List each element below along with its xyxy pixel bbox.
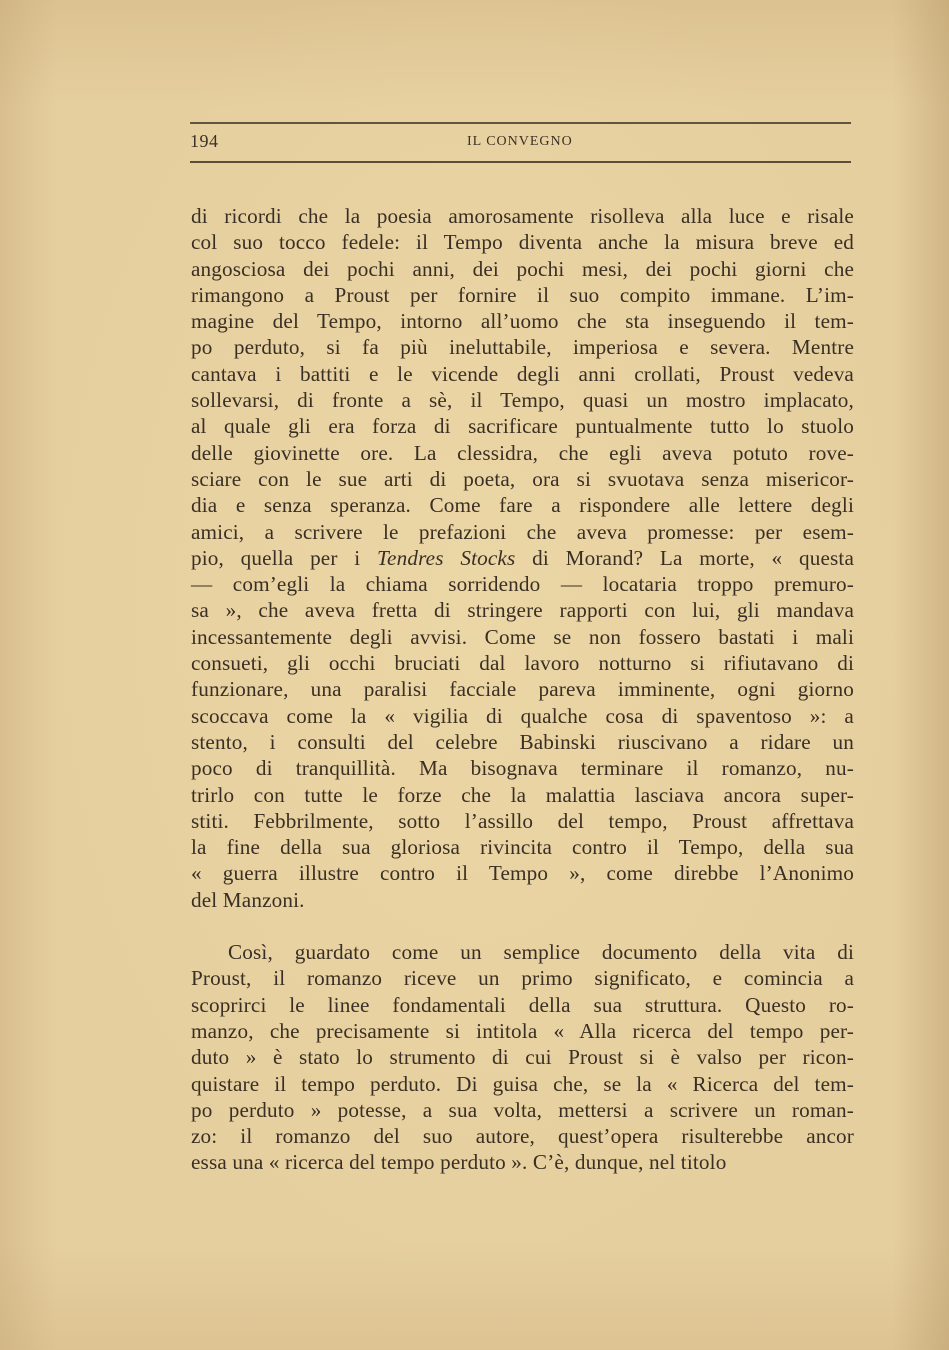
text-line: cantava i battiti e le vicende degli anni crollati, Proust vedeva — [191, 361, 854, 386]
italic-title: Tendres Stocks — [377, 545, 516, 570]
paragraph-gap — [191, 913, 854, 939]
text-line: Così, guardato come un semplice documento della vita di — [228, 940, 854, 965]
text-line: del Manzoni. — [191, 887, 305, 912]
text-line: amici, a scrivere le prefazioni che aveva promesse: per esem- — [191, 519, 854, 544]
text-line: magine del Tempo, intorno all’uomo che sta inseguendo il tem- — [191, 309, 854, 334]
text-line: sa », che aveva fretta di stringere rapporti con lui, gli mandava — [191, 598, 854, 623]
text-line: dia e senza speranza. Come fare a rispondere alle lettere degli — [191, 493, 854, 518]
running-head — [190, 131, 851, 153]
text-line: zo: il romanzo del suo autore, quest’opera risulterebbe ancor — [191, 1124, 854, 1149]
text-line: incessantemente degli avvisi. Come se non fossero bastati i mali — [191, 624, 854, 649]
text-line: scoccava come la « vigilia di qualche cosa di spaventoso »: a — [191, 703, 854, 728]
text-line: angosciosa dei pochi anni, dei pochi mesi, dei pochi giorni che — [191, 256, 854, 281]
text-line: quistare il tempo perduto. Di guisa che, se la « Ricerca del tem- — [191, 1071, 854, 1096]
text-line: poco di tranquillità. Ma bisognava terminare il romanzo, nu- — [191, 756, 854, 781]
journal-title: IL CONVEGNO — [467, 134, 573, 149]
text-line: po perduto » potesse, a sua volta, mettersi a scrivere un roman- — [191, 1097, 854, 1122]
text-line: stiti. Febbrilmente, sotto l’assillo del tempo, Proust affrettava — [191, 808, 854, 833]
text-line: trirlo con tutte le forze che la malattia lasciava ancora super- — [191, 782, 854, 807]
text-line: po perduto, si fa più ineluttabile, imperiosa e severa. Mentre — [191, 335, 854, 360]
body-text — [191, 203, 854, 1176]
text-line: Proust, il romanzo riceve un primo significato, e comincia a — [191, 966, 854, 991]
text-line: — com’egli la chiama sorridendo — locataria troppo premuro- — [191, 572, 854, 597]
text-line: manzo, che precisamente si intitola « Alla ricerca del tempo per- — [191, 1018, 854, 1043]
paragraph — [191, 203, 854, 913]
text-line: funzionare, una paralisi facciale pareva imminente, ogni giorno — [191, 677, 854, 702]
text-line: stento, i consulti del celebre Babinski riuscivano a ridare un — [191, 729, 854, 754]
text-line: delle giovinette ore. La clessidra, che egli aveva potuto rove- — [191, 440, 854, 465]
text-line: rimangono a Proust per fornire il suo compito immane. L’im- — [191, 282, 854, 307]
page-number: 194 — [190, 131, 219, 151]
text-line: col suo tocco fedele: il Tempo diventa anche la misura breve ed — [191, 230, 854, 255]
header-rule-bottom — [190, 161, 851, 163]
text-line: sciare con le sue arti di poeta, ora si svuotava senza misericor- — [191, 466, 854, 491]
text-line: scoprirci le linee fondamentali della sua struttura. Questo ro- — [191, 992, 854, 1017]
text-line: duto » è stato lo strumento di cui Proust si è valso per ricon- — [191, 1045, 854, 1070]
text-line: sollevarsi, di fronte a sè, il Tempo, quasi un mostro implacato, — [191, 388, 854, 413]
text-line: al quale gli era forza di sacrificare puntualmente tutto lo stuolo — [191, 414, 854, 439]
text-line: consueti, gli occhi bruciati dal lavoro notturno si rifiutavano di — [191, 651, 854, 676]
text-line: la fine della sua gloriosa rivincita contro il Tempo, della sua — [191, 835, 854, 860]
text-line: essa una « ricerca del tempo perduto ». C’è, dunque, nel titolo — [191, 1150, 727, 1175]
header-rule-top — [190, 122, 851, 124]
text-line: di ricordi che la poesia amorosamente risolleva alla luce e risale — [191, 204, 854, 228]
text-line: « guerra illustre contro il Tempo », come direbbe l’Anonimo — [191, 861, 854, 886]
paragraph — [191, 939, 854, 1176]
text-line: pio, quella per i Tendres Stocks di Morand? La morte, « questa — [191, 545, 855, 570]
